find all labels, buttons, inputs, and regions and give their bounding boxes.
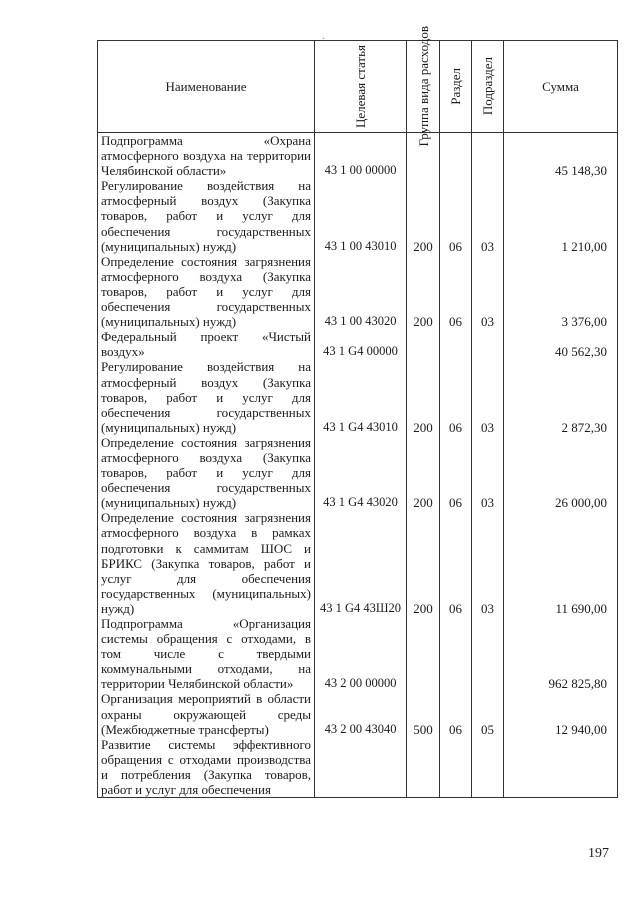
row-target: 43 1 G4 43Ш20	[315, 510, 407, 616]
row-name: Развитие системы эффективного обращения с отходами производства и потребления (Закупка товаров, работ и услуг для обеспечения	[98, 737, 315, 798]
row-group: 200	[407, 510, 440, 616]
row-section: 06	[440, 510, 472, 616]
row-section: 06	[440, 691, 472, 736]
header-section	[440, 41, 472, 133]
header-subsection-label: Подраздел	[480, 57, 495, 116]
scan-mark: .	[322, 31, 325, 42]
row-subsection	[472, 737, 504, 798]
row-sum	[504, 737, 618, 798]
row-target: 43 1 G4 43020	[315, 435, 407, 510]
row-name: Организация мероприятий в области охраны окружающей среды (Межбюджетные трансферты)	[98, 691, 315, 736]
row-target: 43 1 00 43020	[315, 254, 407, 329]
table-row	[98, 359, 618, 434]
row-target: 43 1 00 00000	[315, 133, 407, 179]
row-name: Регулирование воздействия на атмосферный воздух (Закупка товаров, работ и услуг для обеспечения государственных (муниципальных) нужд)	[98, 178, 315, 253]
row-subsection: 03	[472, 435, 504, 510]
row-subsection: 03	[472, 359, 504, 434]
row-subsection: 03	[472, 178, 504, 253]
header-group	[407, 26, 440, 147]
table-row	[98, 178, 618, 253]
row-group: 200	[407, 178, 440, 253]
row-name: Определение состояния загрязнения атмосферного воздуха в рамках подготовки к саммитам ШОС и БРИКС (Закупка товаров, работ и услуг для обеспечения государственных (муниципальных) нужд)	[98, 510, 315, 616]
row-group: 200	[407, 435, 440, 510]
row-target: 43 2 00 00000	[315, 616, 407, 691]
header-name: Наименование	[98, 41, 315, 133]
row-section	[440, 329, 472, 359]
row-target: 43 1 G4 00000	[315, 329, 407, 359]
page-number: 197	[588, 846, 609, 861]
row-name: Федеральный проект «Чистый воздух»	[98, 329, 315, 359]
table-row	[98, 435, 618, 510]
row-section: 06	[440, 254, 472, 329]
table-row	[98, 691, 618, 736]
row-sum: 2 872,30	[504, 359, 618, 434]
table-row	[98, 133, 618, 179]
row-group: 200	[407, 254, 440, 329]
table-row	[98, 616, 618, 691]
table-row	[98, 254, 618, 329]
row-sum: 11 690,00	[504, 510, 618, 616]
row-name: Определение состояния загрязнения атмосферного воздуха (Закупка товаров, работ и услуг для обеспечения государственных (муниципальных) нужд)	[98, 254, 315, 329]
row-sum: 12 940,00	[504, 691, 618, 736]
row-section	[440, 133, 472, 179]
row-sum: 3 376,00	[504, 254, 618, 329]
row-sum: 1 210,00	[504, 178, 618, 253]
row-sum: 26 000,00	[504, 435, 618, 510]
row-name: Подпрограмма «Организация системы обращения с отходами, в том числе с твердыми коммунальными отходами, на территории Челябинской области»	[98, 616, 315, 691]
row-subsection	[472, 133, 504, 179]
row-subsection: 03	[472, 510, 504, 616]
row-target	[315, 737, 407, 798]
row-target: 43 2 00 43040	[315, 691, 407, 736]
header-subsection	[472, 41, 504, 133]
row-target: 43 1 G4 43010	[315, 359, 407, 434]
row-section: 06	[440, 178, 472, 253]
header-section-label: Раздел	[448, 68, 463, 105]
row-subsection: 03	[472, 254, 504, 329]
row-section: 06	[440, 435, 472, 510]
table-row	[98, 510, 618, 616]
row-subsection	[472, 329, 504, 359]
row-section	[440, 616, 472, 691]
row-sum: 45 148,30	[504, 133, 618, 179]
table-row	[98, 737, 618, 798]
row-name: Подпрограмма «Охрана атмосферного воздуха на территории Челябинской области»	[98, 133, 315, 179]
row-group	[407, 616, 440, 691]
row-group	[407, 737, 440, 798]
budget-table	[97, 26, 618, 798]
row-group: 500	[407, 691, 440, 736]
row-subsection	[472, 616, 504, 691]
header-target	[315, 41, 407, 133]
row-name: Регулирование воздействия на атмосферный воздух (Закупка товаров, работ и услуг для обеспечения государственных (муниципальных) нужд)	[98, 359, 315, 434]
header-sum: Сумма	[504, 41, 618, 133]
row-sum: 962 825,80	[504, 616, 618, 691]
row-section: 06	[440, 359, 472, 434]
header-group-label: Группа вида расходов	[415, 26, 431, 147]
header-target-label: Целевая статья	[353, 44, 368, 128]
table-header-row	[98, 41, 618, 133]
row-subsection: 05	[472, 691, 504, 736]
row-section	[440, 737, 472, 798]
row-name: Определение состояния загрязнения атмосферного воздуха (Закупка товаров, работ и услуг для обеспечения государственных (муниципальных) нужд)	[98, 435, 315, 510]
row-group	[407, 329, 440, 359]
row-group: 200	[407, 359, 440, 434]
row-sum: 40 562,30	[504, 329, 618, 359]
row-target: 43 1 00 43010	[315, 178, 407, 253]
table-row	[98, 329, 618, 359]
